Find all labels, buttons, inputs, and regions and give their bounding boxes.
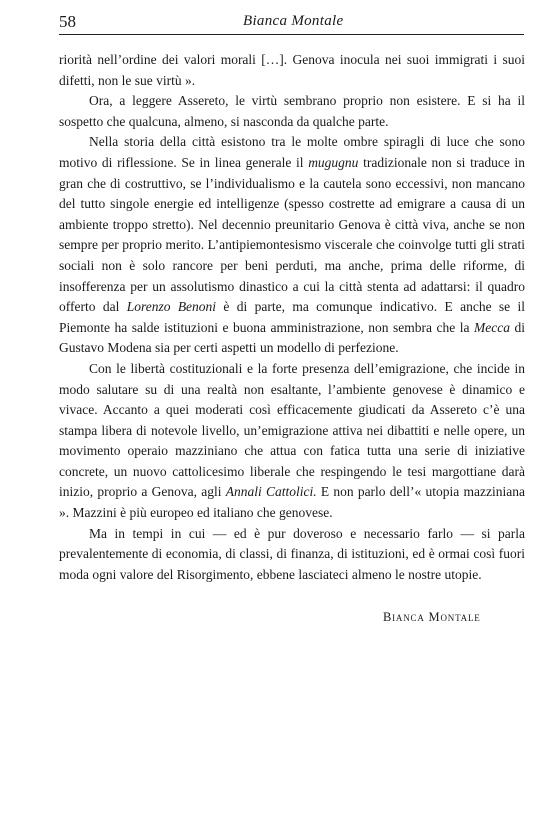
paragraph-5: Ma in tempi in cui — ed è pur doveroso e necessario farlo — si parla prevalentemente di economia, di classi, di finanza, di istituzioni, ed è ormai così fuori moda ogni valore del Risorgimento, ebbene lasciateci almeno le nostre utopie.: [59, 525, 525, 582]
running-head-author: Bianca Montale: [243, 13, 344, 29]
italic-term-mugugnu: mugugnu: [308, 154, 359, 170]
italic-title-mecca: Mecca: [474, 319, 510, 335]
paragraph-3-text-2: tradizionale non si traduce in gran che di costruttivo, se l’individualismo e la cautela sono eccessivi, non mancano del tutto singole energie ed intelligenze (spesso costrette ad emigrare a causa di un ambiente troppo stretto). Nel decennio preunitario Genova è città viva, anche se non sempre per proprio merito. L’antipiemontesismo viscerale che coinvolge tutti gli strati sociali non è solo rancore per beni perduti, ma anche, prima delle riforme, di insofferenza per un assolutismo dinastico a cui la città stenta ad adattarsi: il quadro offerto dal: [59, 154, 525, 315]
paragraph-2: Ora, a leggere Assereto, le virtù sembrano proprio non esistere. E si ha il sospetto che qualcuna, almeno, si nasconda da qualche parte.: [59, 93, 525, 129]
italic-title-annali-cattolici: Annali Cattolici.: [225, 484, 317, 500]
italic-title-lorenzo-benoni: Lorenzo Benoni: [126, 299, 217, 315]
paragraph-1: riorità nell’ordine dei valori morali […]. Genova inocula nei suoi immigrati i suoi difetti, non le sue virtù ».: [59, 52, 525, 88]
paragraph-3-text-4: di Gustavo Modena sia per certi aspetti un modello di perfezione.: [59, 319, 526, 356]
paragraph-3-text-3: è di parte, ma comunque indicativo. E anche se il Piemonte ha salde istituzioni e buona amministrazione, non sembra che la: [59, 299, 526, 335]
page-number: 58: [59, 12, 76, 31]
running-header: [59, 8, 524, 35]
paragraph-4-text-1: Con le libertà costituzionali e la forte presenza dell’emigrazione, che incide in modo salutare su di una realtà non esaltante, l’ambiente genovese è dinamico e vivace. Accanto a quei moderati così efficacemente giudicati da Assereto c’è una stampa libera di notevole livello, un’emigrazione attiva nei dibattiti e nelle opere, un movimento operaio mazziniano che attua con fatica tutta una serie di iniziative concrete, un nuovo cattolicesimo liberale che respingendo le tesi margottiane darà inizio, proprio a Genova, agli: [59, 360, 525, 500]
paragraph-4: [59, 359, 525, 524]
paragraph-4-text-2: E non parlo dell’« utopia mazziniana ». Mazzini è più europeo ed italiano che genovese.: [59, 484, 525, 521]
author-signature: Bianca Montale: [383, 610, 481, 624]
paragraph-3-text-1: Nella storia della città esistono tra le molte ombre spiragli di luce che sono motivo di riflessione. Se in linea generale il: [59, 134, 525, 170]
body-text: [59, 50, 525, 585]
paragraph-3: [59, 132, 525, 359]
